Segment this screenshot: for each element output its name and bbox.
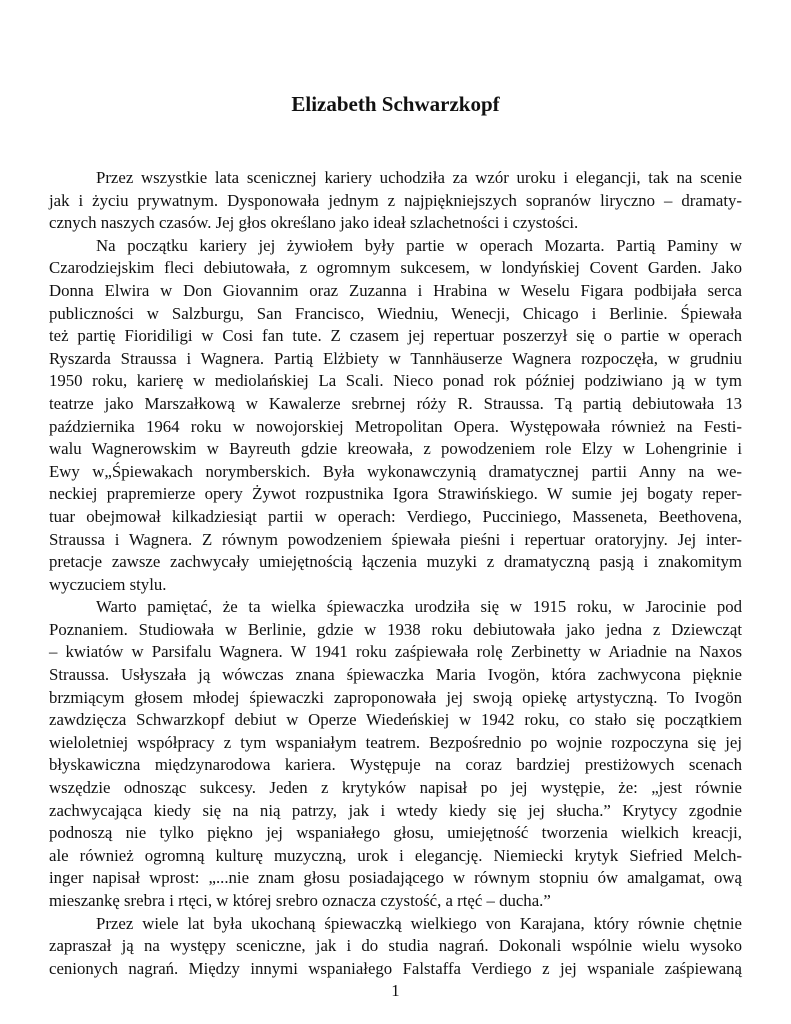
text-line: neckiej prapremierze opery Żywot rozpustnika Igora Strawińskiego. W sumie jej bogaty reper-: [49, 484, 742, 504]
text-line: Przez wiele lat była ukochaną śpiewaczką wielkiego von Karajana, który równie chętnie: [96, 913, 742, 933]
text-line: tuar obejmował kilkadziesiąt partii w operach: Verdiego, Pucciniego, Masseneta, Beethovena,: [49, 506, 742, 526]
text-line: podnoszą nie tylko piękno jej wspaniałego głosu, umiejętność tworzenia wielkich kreacji,: [49, 823, 742, 843]
text-line: teatrze jako Marszałkową w Kawalerze srebrnej róży R. Straussa. Tą partią debiutowała 13: [49, 393, 742, 413]
text-line: cznych naszych czasów. Jej głos określano jako ideał szlachetności i czystości.: [49, 213, 579, 233]
text-line: wyczuciem stylu.: [49, 574, 167, 594]
text-line: Warto pamiętać, że ta wielka śpiewaczka urodziła się w 1915 roku, w Jarocinie pod: [96, 597, 742, 617]
text-line: Ryszarda Straussa i Wagnera. Partią Elżbiety w Tannhäuserze Wagnera rozpoczęła, w grudniu: [49, 348, 742, 368]
text-line: błyskawiczna międzynarodowa kariera. Występuje na coraz bardziej prestiżowych scenach: [49, 755, 742, 775]
text-line: mieszankę srebra i rtęci, w której srebro oznacza czystość, a rtęć – ducha.”: [49, 891, 551, 910]
paragraph: [49, 596, 742, 912]
page-number: 1: [391, 981, 400, 1000]
text-line: Poznaniem. Studiowała w Berlinie, gdzie w 1938 roku debiutowała jako jedna z Dziewcząt: [49, 619, 742, 639]
text-line: zachwycająca kiedy się na nią patrzy, jak i wtedy kiedy się jej słucha.” Krytycy zgodnie: [49, 800, 742, 820]
text-line: ale również ogromną kulturę muzyczną, urok i elegancję. Niemiecki krytyk Siefried Melch-: [49, 845, 742, 865]
text-line: walu Wagnerowskim w Bayreuth gdzie kreowała, z powodzeniem role Elzy w Lohengrinie i: [49, 439, 742, 459]
paragraph: [49, 235, 742, 597]
text-line: Ewy w„Śpiewakach norymberskich. Była wykonawczynią dramatycznej partii Anny na we-: [49, 461, 742, 481]
paragraph: [49, 913, 742, 981]
text-line: – kwiatów w Parsifalu Wagnera. W 1941 roku zaśpiewała rolę Zerbinetty w Ariadnie na Naxos: [49, 642, 742, 662]
text-line: cenionych nagrań. Między innymi wspaniałego Falstaffa Verdiego z jej wspaniale zaśpiewaną: [49, 958, 742, 978]
text-line: inger napisał wprost: „...nie znam głosu posiadającego w równym stopniu ów amalgamat, ową: [49, 868, 742, 888]
text-line: zapraszał ją na występy sceniczne, jak i do studia nagrań. Dokonali wspólnie wielu wysoko: [49, 936, 742, 956]
text-line: jak i życiu prywatnym. Dysponowała jednym z najpiękniejszych sopranów liryczno – dramaty-: [49, 190, 742, 210]
text-line: Straussa i Wagnera. Z równym powodzeniem śpiewała pieśni i repertuar oratoryjny. Jej inter-: [49, 529, 742, 549]
text-line: zawdzięcza Schwarzkopf debiut w Operze Wiedeńskiej w 1942 roku, co stało się początkiem: [49, 710, 742, 730]
text-line: brzmiącym głosem młodej śpiewaczki zaproponowała jej swoją opiekę artystyczną. To Ivogön: [49, 687, 742, 707]
text-line: Przez wszystkie lata scenicznej kariery uchodziła za wzór uroku i elegancji, tak na scenie: [96, 168, 742, 187]
text-line: wszędzie odnosząc sukcesy. Jeden z krytyków napisał po jej występie, że: „jest równie: [49, 778, 742, 798]
text-line: Donna Elwira w Don Giovannim oraz Zuzanna i Hrabina w Weselu Figara podbijała serca: [49, 280, 742, 300]
text-line: 1950 roku, karierę w mediolańskiej La Scali. Nieco ponad rok później podziwiano ją w tym: [49, 371, 742, 391]
text-line: Na początku kariery jej żywiołem były partie w operach Mozarta. Partią Paminy w: [96, 235, 742, 255]
page-title: Elizabeth Schwarzkopf: [291, 92, 500, 116]
text-line: wieloletniej współpracy z tym wspaniałym teatrem. Bezpośrednio po wojnie rozpoczyna się jej: [49, 732, 742, 752]
paragraph: [49, 167, 742, 235]
text-line: publiczności w Salzburgu, San Francisco, Wiedniu, Wenecji, Chicago i Berlinie. Śpiewała: [49, 303, 742, 323]
text-line: pretacje zawsze zachwycały umiejętnością łączenia muzyki z dramatyczną pasją i znakomitym: [49, 552, 742, 572]
text-line: też partię Fioridiligi w Cosi fan tute. Z czasem jej repertuar poszerzył się o partie w operach: [49, 326, 742, 346]
document-body: [49, 167, 742, 980]
text-line: Czarodziejskim fleci debiutowała, z ogromnym sukcesem, w londyńskiej Covent Garden. Jako: [49, 258, 742, 278]
text-line: Straussa. Usłyszała ją wówczas znana śpiewaczka Maria Ivogön, która zachwycona pięknie: [49, 665, 742, 685]
text-line: października 1964 roku w nowojorskiej Metropolitan Opera. Występowała również na Festi-: [49, 416, 742, 436]
